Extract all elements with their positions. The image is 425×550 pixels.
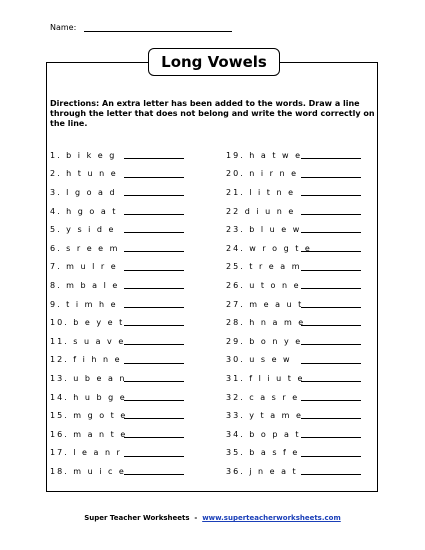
list-item: [226, 202, 312, 221]
item-word: 6. s r e e m: [50, 243, 120, 253]
answer-line[interactable]: [301, 381, 361, 382]
item-word: 8. m b a l e: [50, 280, 120, 290]
list-item: [50, 425, 127, 444]
item-word: 34. b o p a t: [226, 429, 301, 439]
item-word: 15. m g o t e: [50, 411, 128, 421]
answer-line[interactable]: [301, 344, 361, 345]
answer-line[interactable]: [301, 307, 361, 308]
item-word: 11. s u a v e: [50, 336, 126, 346]
list-item: [226, 332, 312, 351]
answer-line[interactable]: [301, 325, 361, 326]
list-item: [50, 332, 127, 351]
list-item: [50, 165, 127, 184]
list-item: [226, 276, 312, 295]
item-word: 18. m u i c e: [50, 466, 126, 476]
answer-line[interactable]: [124, 344, 184, 345]
list-item: [226, 462, 312, 481]
item-word: 21. l i t n e: [226, 187, 296, 197]
list-item: [50, 313, 127, 332]
list-item: [226, 351, 312, 370]
item-word: 27. m e a u t: [226, 299, 304, 309]
answer-line[interactable]: [301, 214, 361, 215]
item-word: 33. y t a m e: [226, 411, 303, 421]
item-word: 7. m u l r e: [50, 262, 118, 272]
answer-line[interactable]: [301, 251, 361, 252]
list-item: [50, 444, 127, 463]
answer-line[interactable]: [124, 418, 184, 419]
item-word: 17. l e a n r: [50, 448, 122, 458]
footer: [0, 514, 425, 522]
answer-line[interactable]: [301, 177, 361, 178]
list-item: [226, 239, 312, 258]
answer-line[interactable]: [124, 307, 184, 308]
answer-line[interactable]: [301, 232, 361, 233]
list-item: [226, 444, 312, 463]
name-label: Name:: [50, 23, 77, 32]
answer-line[interactable]: [301, 195, 361, 196]
item-word: 22 d i u n e: [226, 206, 296, 216]
items-column-right: [226, 146, 312, 481]
list-item: [226, 258, 312, 277]
answer-line[interactable]: [124, 400, 184, 401]
item-word: 24. w r o g t e: [226, 243, 312, 253]
list-item: [226, 369, 312, 388]
footer-url-link[interactable]: www.superteacherworksheets.com: [202, 514, 341, 522]
worksheet-title: Long Vowels: [148, 48, 280, 76]
answer-line[interactable]: [124, 437, 184, 438]
list-item: [50, 258, 127, 277]
item-word: 16. m a n t e: [50, 429, 128, 439]
item-word: 36. j n e a t: [226, 466, 298, 476]
answer-line[interactable]: [124, 456, 184, 457]
item-word: 32. c a s r e: [226, 392, 300, 402]
list-item: [226, 295, 312, 314]
list-item: [226, 406, 312, 425]
answer-line[interactable]: [124, 381, 184, 382]
list-item: [50, 239, 127, 258]
answer-line[interactable]: [124, 270, 184, 271]
item-word: 9. t i m h e: [50, 299, 118, 309]
name-input-line[interactable]: [84, 22, 232, 32]
list-item: [50, 146, 127, 165]
answer-line[interactable]: [301, 418, 361, 419]
directions-text: Directions: An extra letter has been added to the words. Draw a line through the letter that does not belong and write the word correctly on the line.: [50, 99, 375, 128]
answer-line[interactable]: [124, 214, 184, 215]
answer-line[interactable]: [124, 232, 184, 233]
item-word: 10. b e y e t: [50, 318, 125, 328]
item-word: 20. n i r n e: [226, 169, 299, 179]
answer-line[interactable]: [301, 456, 361, 457]
list-item: [50, 462, 127, 481]
item-word: 19. h a t w e: [226, 150, 303, 160]
answer-line[interactable]: [124, 195, 184, 196]
list-item: [50, 406, 127, 425]
item-word: 3. l g o a d: [50, 187, 117, 197]
list-item: [50, 220, 127, 239]
item-word: 5. y s i d e: [50, 225, 116, 235]
answer-line[interactable]: [124, 251, 184, 252]
item-word: 12. f i h n e: [50, 355, 122, 365]
item-word: 26. u t o n e: [226, 280, 301, 290]
answer-line[interactable]: [124, 158, 184, 159]
answer-line[interactable]: [124, 288, 184, 289]
answer-line[interactable]: [301, 270, 361, 271]
answer-line[interactable]: [124, 363, 184, 364]
list-item: [226, 146, 312, 165]
item-word: 13. u b e a n: [50, 373, 127, 383]
list-item: [226, 388, 312, 407]
items-column-left: [50, 146, 127, 481]
list-item: [226, 183, 312, 202]
list-item: [226, 165, 312, 184]
answer-line[interactable]: [301, 474, 361, 475]
list-item: [226, 220, 312, 239]
item-word: 4. h g o a t: [50, 206, 118, 216]
answer-line[interactable]: [301, 288, 361, 289]
name-row: [50, 22, 232, 32]
item-word: 1. b i k e g: [50, 150, 117, 160]
item-word: 25. t r e a m: [226, 262, 302, 272]
answer-line[interactable]: [124, 325, 184, 326]
answer-line[interactable]: [301, 158, 361, 159]
list-item: [50, 388, 127, 407]
answer-line[interactable]: [301, 400, 361, 401]
list-item: [50, 202, 127, 221]
item-word: 30. u s e w: [226, 355, 292, 365]
list-item: [226, 425, 312, 444]
item-word: 35. b a s f e: [226, 448, 300, 458]
list-item: [226, 313, 312, 332]
item-word: 29. b o n y e: [226, 336, 303, 346]
list-item: [50, 351, 127, 370]
list-item: [50, 183, 127, 202]
list-item: [50, 276, 127, 295]
answer-line[interactable]: [301, 437, 361, 438]
item-word: 2. h t u n e: [50, 169, 118, 179]
item-word: 23. b l u e w: [226, 225, 302, 235]
footer-brand: Super Teacher Worksheets: [84, 514, 190, 522]
item-word: 31. f l i u t e: [226, 373, 305, 383]
answer-line[interactable]: [301, 363, 361, 364]
list-item: [50, 295, 127, 314]
footer-separator: -: [194, 514, 198, 522]
item-word: 14. h u b g e: [50, 392, 127, 402]
answer-line[interactable]: [124, 177, 184, 178]
item-word: 28. h n a m e: [226, 318, 306, 328]
answer-line[interactable]: [124, 474, 184, 475]
list-item: [50, 369, 127, 388]
